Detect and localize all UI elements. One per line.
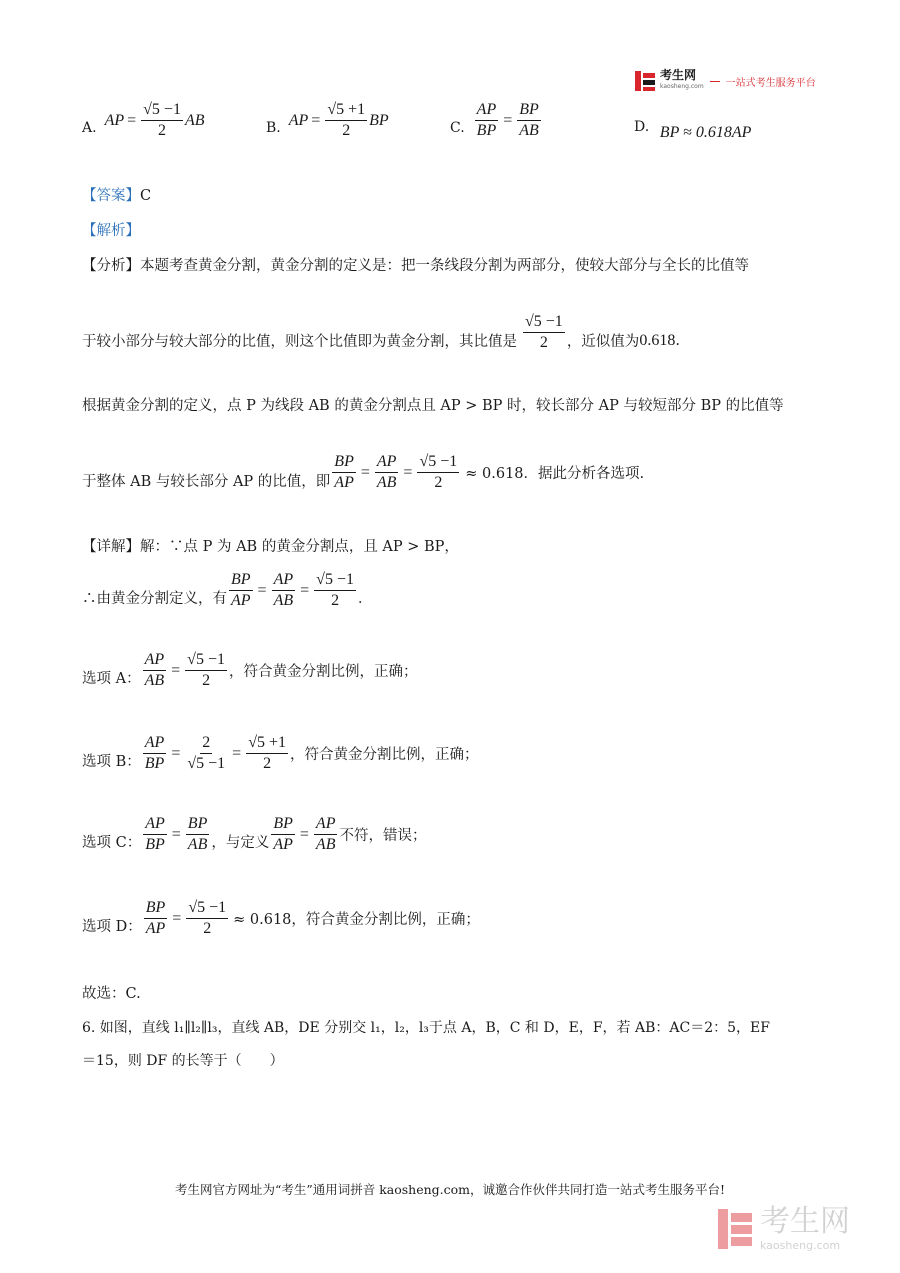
- watermark-mark-icon: [716, 1207, 754, 1251]
- logo-slogan: 一站式考生服务平台: [725, 77, 816, 89]
- fenxi-line-4: 于整体 AB 与较长部分 AP 的比值，即 $\frac{BP}{AP}$ = $\frac{AP}{AB}$ = $\frac{√5 -1}{2}$ ≈ 0.618．据此分析各选项.: [82, 453, 645, 491]
- footer-watermark: [716, 1205, 850, 1252]
- option-d: D. BP ≈ 0.618AP: [634, 119, 752, 141]
- detail-option-b: 选项 B： $\frac{AP}{BP}$ = $\frac{2}{√5 -1}$ = $\frac{√5 +1}{2}$ ，符合黄金分割比例，正确；: [82, 734, 479, 772]
- option-c: C. $\frac{AP}{BP}$ = $\frac{BP}{AB}$: [450, 101, 539, 139]
- logo-text-en: kaosheng.com: [660, 83, 704, 90]
- detail-option-a: 选项 A： $\frac{AP}{AB}$ = $\frac{√5 -1}{2}$ ，符合黄金分割比例，正确；: [82, 651, 418, 689]
- detail-line-1: 【详解】解：∵点 P 为 AB 的黄金分割点，且 AP > BP，: [82, 539, 459, 555]
- question-6-line-2: ＝15，则 DF 的长等于（ ）: [82, 1053, 284, 1069]
- logo-divider: [710, 81, 720, 82]
- conclusion: 故选：C.: [82, 986, 141, 1002]
- question-6-line-1: 6. 如图，直线 l₁∥l₂∥l₃，直线 AB，DE 分别交 l₁，l₂，l₃于点 A，B，C 和 D，E，F，若 AB：AC＝2：5，EF: [82, 1020, 770, 1036]
- logo-text-cn: 考生网: [660, 68, 697, 82]
- analysis-tag: 【解析】: [82, 223, 140, 239]
- fenxi-line-3: 根据黄金分割的定义，点 P 为线段 AB 的黄金分割点且 AP > BP 时，较长部分 AP 与较短部分 BP 的比值等: [82, 398, 784, 414]
- option-b: B. AP = $\frac{√5 +1}{2}$ BP: [266, 101, 389, 139]
- watermark-text-cn: 考生网: [760, 1204, 850, 1239]
- detail-option-d: 选项 D： $\frac{BP}{AP}$ = $\frac{√5 -1}{2}$ ≈ 0.618，符合黄金分割比例，正确；: [82, 899, 480, 937]
- detail-option-c: 选项 C： $\frac{AP}{BP}$ = $\frac{BP}{AB}$ ，与定义 $\frac{BP}{AP}$ = $\frac{AP}{AB}$ 不符，错误；: [82, 815, 427, 853]
- header-logo: [634, 70, 816, 92]
- logo-mark-icon: [634, 70, 656, 92]
- answer-line: [82, 184, 151, 205]
- fenxi-line-2: 于较小部分与较大部分的比值，则这个比值即为黄金分割，其比值是 $\frac{√5 -1}{2}$ ，近似值为 0.618 .: [82, 313, 680, 351]
- answer-value: C: [140, 188, 152, 204]
- answer-tag: 【答案】: [82, 188, 140, 204]
- option-a: A. AP = $\frac{√5 -1}{2}$ AB: [82, 101, 205, 139]
- option-b-fraction: $\frac{√5 +1}{2}$: [327, 101, 366, 139]
- fenxi-line-1: 【分析】本题考查黄金分割，黄金分割的定义是：把一条线段分割为两部分，使较大部分与全长的比值等: [82, 258, 749, 274]
- footer-text: 考生网官方网址为“考生”通用词拼音 kaosheng.com，诚邀合作伙伴共同打造一站式考生服务平台!: [174, 1182, 726, 1197]
- watermark-text-en: kaosheng.com: [760, 1239, 841, 1252]
- detail-line-2: ∴由黄金分割定义，有 $\frac{BP}{AP}$ = $\frac{AP}{AB}$ = $\frac{√5 -1}{2}$ ．: [82, 571, 373, 609]
- option-a-fraction: $\frac{√5 -1}{2}$: [143, 101, 181, 139]
